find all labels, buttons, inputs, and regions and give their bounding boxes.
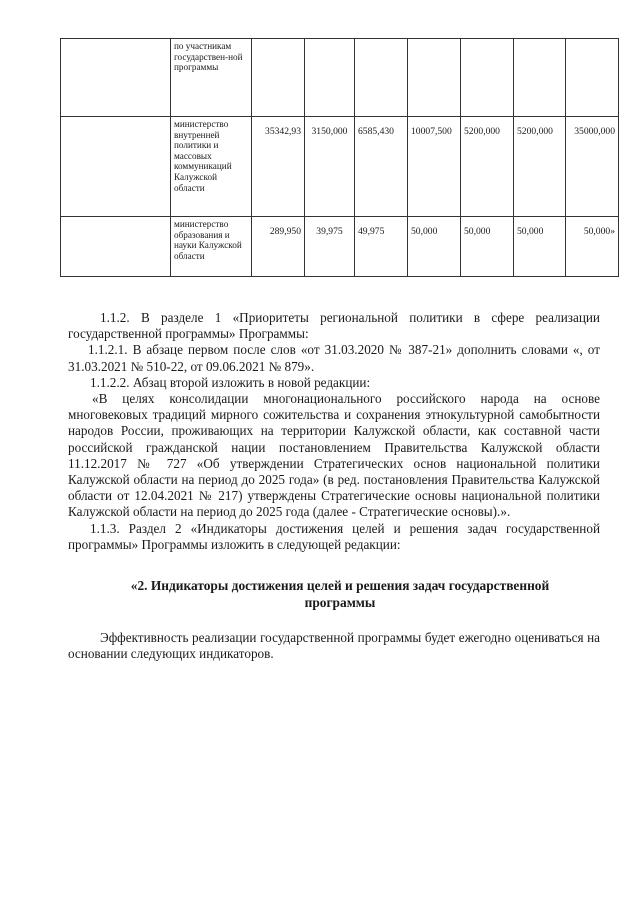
table-cell-value: 3150,000 [305, 117, 355, 217]
table-cell-value [355, 39, 408, 117]
table-cell-value [514, 39, 566, 117]
table-cell-value: 50,000 [408, 217, 461, 277]
table-cell-value [408, 39, 461, 117]
table-cell-value: 49,975 [355, 217, 408, 277]
table-cell-empty [61, 39, 171, 117]
table-cell-value [566, 39, 619, 117]
table-cell-empty [61, 217, 171, 277]
paragraph-quote: «В целях консолидации многонационального российского народа на основе многовековых традиций мирного сожительства и сохранения этнокультурной самобытности народов России, проживающих на территории Калужской области, как составной части российской гражданской нации постановлением Правительства Калужской области 11.12.2017 № 727 «Об утверждении Стратегических основ национальной политики Калужской области на период до 2025 года» (в ред. постановления Правительства Калужской области от 12.04.2021 № 217) утверждены Стратегические основы национальной политики Калужской области на период до 2025 года (далее - Стратегические основы).». [68, 391, 600, 520]
table-cell-value: 50,000» [566, 217, 619, 277]
table-cell-value: 5200,000 [514, 117, 566, 217]
table-cell-value: 50,000 [461, 217, 514, 277]
paragraph-1-1-2-2: 1.1.2.2. Абзац второй изложить в новой редакции: [90, 374, 371, 390]
table-cell-value: 35342,93 [252, 117, 305, 217]
body-text [68, 310, 600, 553]
closing-text [68, 630, 600, 662]
table-row [61, 117, 619, 217]
paragraph-effectiveness: Эффективность реализации государственной программы будет ежегодно оцениваться на основании следующих индикаторов. [68, 630, 600, 662]
table-cell-empty [61, 117, 171, 217]
table-row [61, 39, 619, 117]
table-cell-value [305, 39, 355, 117]
table-cell-value: 289,950 [252, 217, 305, 277]
paragraph-1-1-2-1: 1.1.2.1. В абзаце первом после слов «от 31.03.2020 № 387-21» дополнить словами «, от 31.03.2021 № 510-22, от 09.06.2021 № 879». [68, 342, 600, 374]
paragraph-1-1-3: 1.1.3. Раздел 2 «Индикаторы достижения целей и решения задач государственной программы» Программы изложить в следующей редакции: [68, 520, 600, 552]
table-cell-value: 35000,000 [566, 117, 619, 217]
table-cell-value: 10007,500 [408, 117, 461, 217]
table-row [61, 217, 619, 277]
table-cell-value [252, 39, 305, 117]
table-cell-participant: министерство внутренней политики и массовых коммуникаций Калужской области [171, 117, 252, 217]
table-cell-participant: по участникам государствен-ной программы [171, 39, 252, 117]
table-cell-value: 5200,000 [461, 117, 514, 217]
table-cell-value: 50,000 [514, 217, 566, 277]
table-cell-value: 6585,430 [355, 117, 408, 217]
budget-table [60, 38, 619, 277]
paragraph-1-1-2: 1.1.2. В разделе 1 «Приоритеты региональной политики в сфере реализации государственной программы» Программы: [68, 310, 600, 342]
table-cell-value [461, 39, 514, 117]
table-cell-value: 39,975 [305, 217, 355, 277]
table-cell-participant: министерство образования и науки Калужской области [171, 217, 252, 277]
section-heading: «2. Индикаторы достижения целей и решения задач государственной программы [130, 578, 550, 610]
